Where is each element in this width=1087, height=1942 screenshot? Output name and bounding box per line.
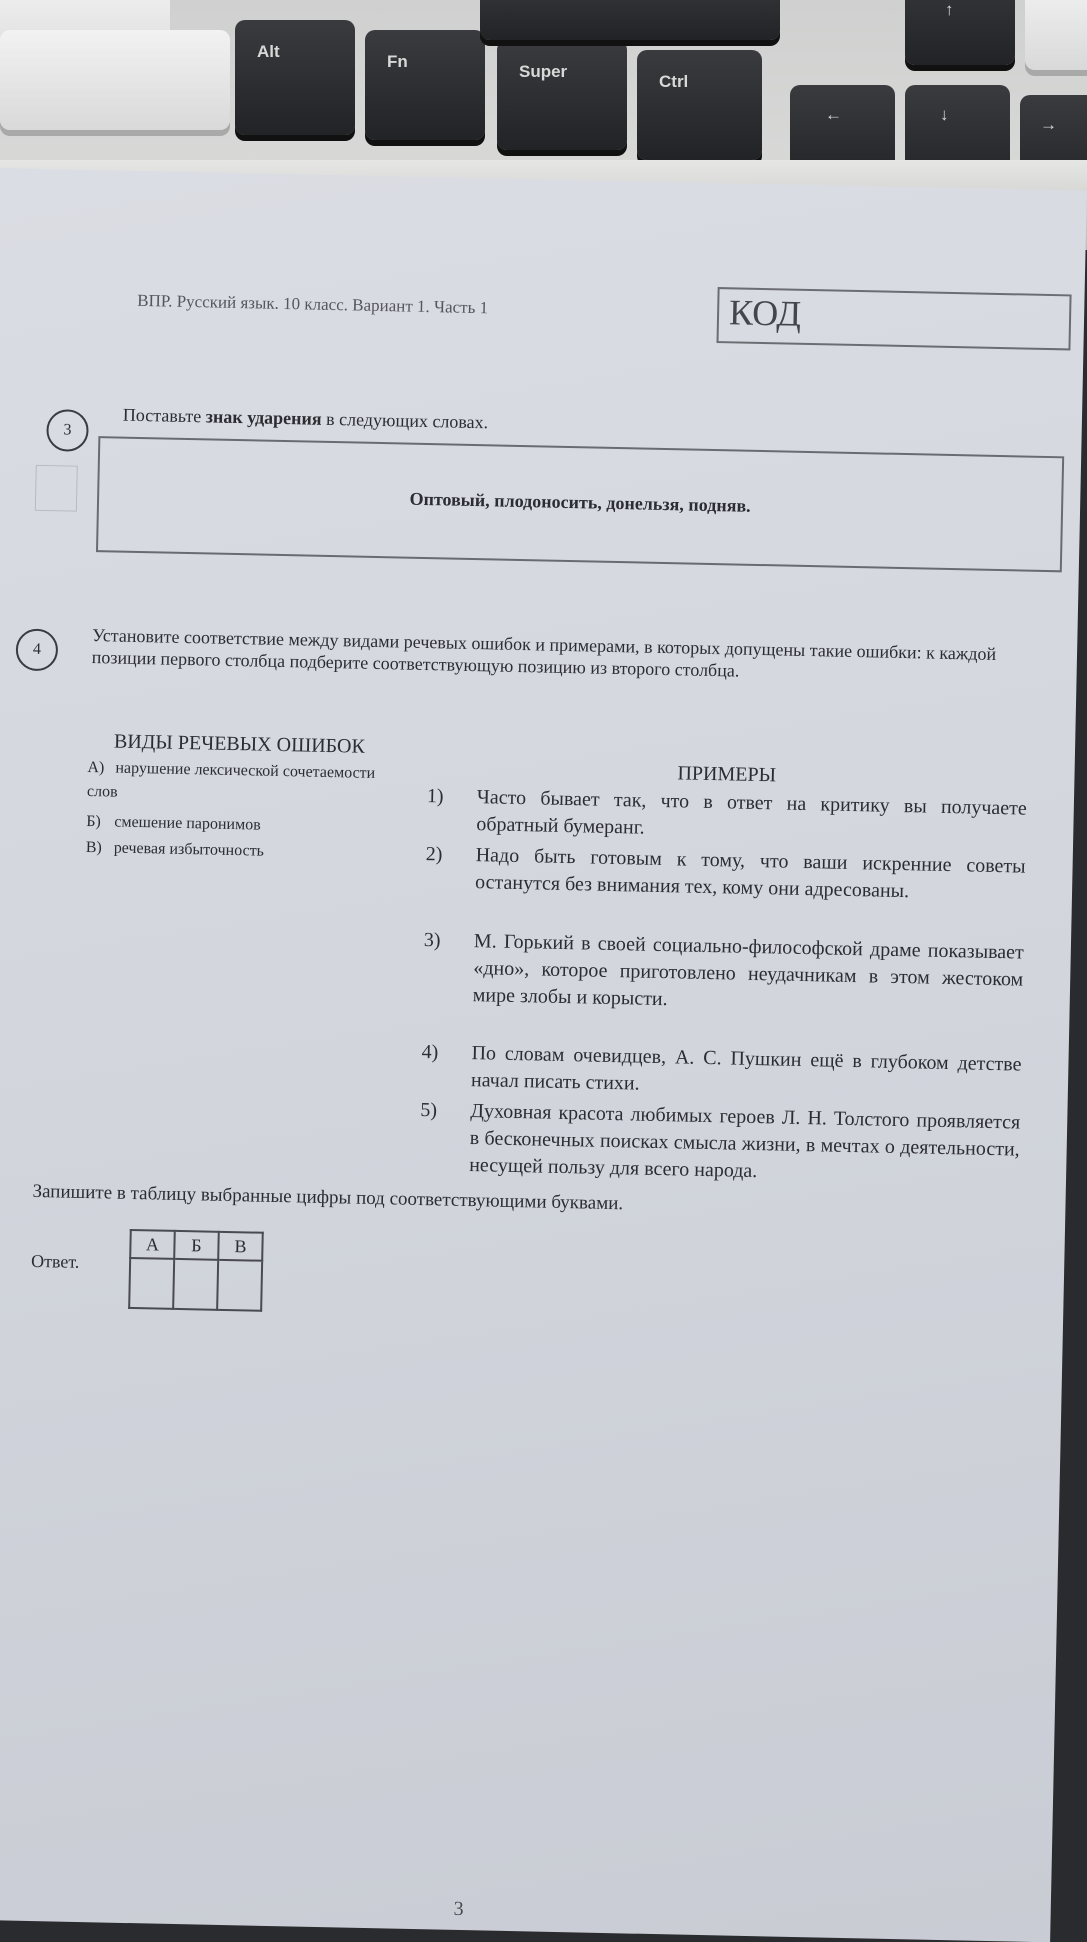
error-letter: Б) [86,812,102,831]
code-box [716,287,1071,350]
error-item-a [87,756,398,810]
error-letter: А) [87,758,105,777]
answer-instruction: Запишите в таблицу выбранные цифры под соответствующими буквами. [32,1180,624,1215]
errors-column-title: ВИДЫ РЕЧЕВЫХ ОШИБОК [113,730,366,758]
example-item-3 [423,927,1025,1021]
task3-prompt-suffix: в следующих словах. [321,408,489,433]
key-top-dark [480,0,780,40]
key-blank-2 [0,30,230,130]
task3-prompt-bold: знак ударения [205,406,322,429]
key-ctrl: Ctrl [637,50,762,160]
answer-input-row [129,1258,262,1311]
example-number: 2) [425,843,443,866]
code-label: КОД [728,292,802,334]
answer-header-b: Б [174,1231,219,1260]
answer-label: Ответ. [30,1250,80,1272]
answer-cell-b[interactable] [173,1259,218,1310]
exam-page [0,168,1087,1942]
example-item-4 [421,1039,1022,1106]
error-text: нарушение лексической сочетаемости слов [86,759,376,801]
task4-prompt: Установите соответствие между видами речевых ошибок и примерами, в которых допущены такие ошибки: к каждой позиции первого столбца подберите соответствующую позицию из второго столбца. [91,625,997,681]
key-super: Super [497,40,627,150]
answer-table [128,1229,264,1312]
example-text: Духовная красота любимых героев Л. Н. Толстого проявляется в бесконечных поисках смысла жизни, в мечтах о деятельности, несущей пользу для всего народа. [468,1100,1021,1183]
page-number: 3 [453,1897,464,1921]
key-fn: Fn [365,30,485,140]
task3-number: 3 [46,409,89,452]
example-item-5 [419,1097,1021,1191]
answer-header-v: В [218,1232,263,1261]
error-letter: В) [85,838,102,857]
example-text: Часто бывает так, что в ответ на критику вы получаете обратный бумеранг. [476,786,1028,839]
examples-column-title: ПРИМЕРЫ [677,762,777,787]
example-number: 3) [423,929,441,952]
key-down: ↓ [905,85,1010,190]
example-text: Надо быть готовым к тому, что ваши искренние советы останутся без внимания тех, кому они адресованы. [474,844,1026,903]
answer-cell-a[interactable] [129,1258,174,1309]
example-text: М. Горький в своей социально-философской драме показывает «дно», которое приготовлено неудачникам в этом жестоком мире злобы и корысти. [472,930,1025,1011]
error-item-v [86,836,396,866]
error-item-b [86,810,396,840]
key-right: → [1020,95,1087,200]
error-text: речевая избыточность [113,839,265,860]
task3-score-box [35,465,78,512]
task3-words: Оптовый, плодоносить, донельзя, подняв. [409,488,751,516]
key-up: ↑ [905,0,1015,65]
example-item-1 [426,783,1027,850]
key-left: ← [790,85,895,185]
header-title: ВПР. Русский язык. 10 класс. Вариант 1. Часть 1 [137,290,489,318]
key-far-right [1025,0,1087,70]
task4-number: 4 [15,628,58,671]
task3-prompt [123,405,489,434]
answer-header-row [130,1230,263,1261]
example-number: 1) [426,785,444,808]
key-alt: Alt [235,20,355,135]
example-number: 5) [420,1099,438,1122]
task3-words-box [96,436,1064,572]
example-text: По словам очевидцев, А. С. Пушкин ещё в глубоком детстве начал писать стихи. [470,1042,1022,1095]
error-text: смешение паронимов [114,813,261,834]
example-item-2 [425,841,1026,908]
task3-prompt-prefix: Поставьте [122,404,206,427]
answer-cell-v[interactable] [217,1260,262,1311]
answer-header-a: А [130,1230,175,1259]
example-number: 4) [421,1041,439,1064]
